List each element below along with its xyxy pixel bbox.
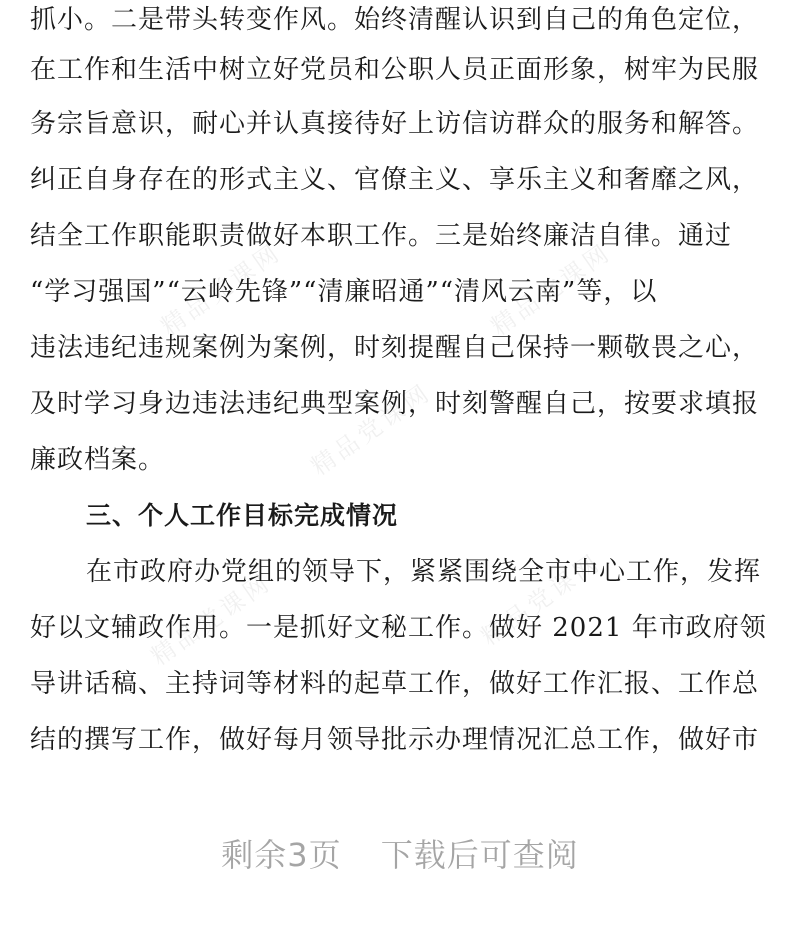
text-line: 在市政府办党组的领导下，紧紧围绕全市中心工作，发挥 bbox=[86, 557, 762, 587]
watermark: 精品党课网 bbox=[476, 547, 607, 652]
text-line: 结全工作职能职责做好本职工作。三是始终廉洁自律。通过 bbox=[30, 221, 733, 251]
watermark: 精品党课网 bbox=[486, 237, 617, 342]
text-line: 抓小。二是带头转变作风。始终清醒认识到自己的角色定位， bbox=[30, 5, 760, 35]
watermark: 精品党课网 bbox=[146, 567, 277, 672]
text-line: 廉政档案。 bbox=[30, 445, 166, 475]
watermark: 精品党课网 bbox=[156, 237, 287, 342]
watermark: 精品党课网 bbox=[306, 377, 437, 482]
remaining-pages-notice[interactable] bbox=[0, 830, 800, 874]
text-line: 导讲话稿、主持词等材料的起草工作，做好工作汇报、工作总 bbox=[30, 669, 760, 699]
text-line: 结的撰写工作，做好每月领导批示办理情况汇总工作，做好市 bbox=[30, 725, 760, 755]
text-line: 纠正自身存在的形式主义、官僚主义、享乐主义和奢靡之风， bbox=[30, 165, 760, 195]
text-line: 务宗旨意识，耐心并认真接待好上访信访群众的服务和解答。 bbox=[30, 109, 760, 139]
text-line: 好以文辅政作用。一是抓好文秘工作。做好 2021 年市政府领 bbox=[30, 613, 767, 643]
download-to-view-label: 下载后可查阅 bbox=[380, 836, 579, 874]
text-line: 违法违纪违规案例为案例，时刻提醒自己保持一颗敬畏之心， bbox=[30, 333, 760, 363]
section-heading: 三、个人工作目标完成情况 bbox=[86, 501, 399, 530]
text-line: 及时学习身边违法违纪典型案例，时刻警醒自己，按要求填报 bbox=[30, 389, 760, 419]
text-line: 在工作和生活中树立好党员和公职人员正面形象，树牢为民服 bbox=[30, 55, 760, 85]
remaining-pages-label: 剩余3页 bbox=[221, 836, 342, 874]
text-line: “学习强国”“云岭先锋”“清廉昭通”“清风云南”等，以 bbox=[30, 277, 658, 307]
